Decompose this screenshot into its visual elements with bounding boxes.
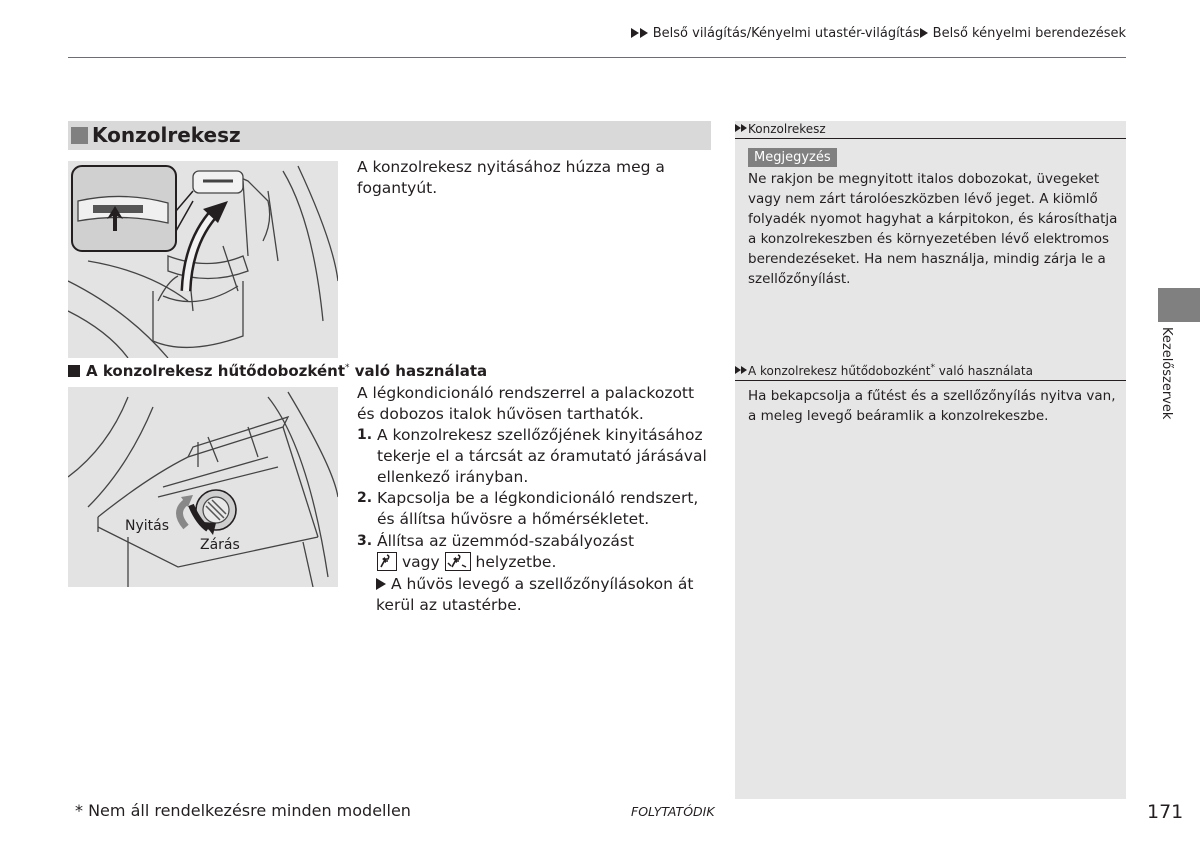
note-1-heading bbox=[735, 122, 1126, 139]
step-text bbox=[377, 531, 711, 573]
note-1-text: Ne rakjon be megnyitott italos dobozokat, üvegeket vagy nem zárt tárolóeszközben lévő jeget. A kiömlő folyadék nyomot hagyhat a kárpitokon, és károsíthatja a konzolrekeszben és környezetében lévő elektromos berendezéseket. Ha nem használja, mindig zárja le a szellőzőnyílást. bbox=[748, 171, 1118, 287]
floor-vent-mode-icon bbox=[445, 552, 471, 571]
breadcrumb-part-2[interactable]: Belső kényelmi berendezések bbox=[932, 26, 1126, 41]
close-label: Zárás bbox=[200, 537, 240, 553]
sub-heading bbox=[68, 362, 487, 380]
note-1-title: Konzolrekesz bbox=[748, 122, 826, 136]
note-2-title: A konzolrekesz hűtődobozként bbox=[748, 364, 931, 378]
result-text-content: A hűvös levegő a szellőzőnyílásokon át kerül az utastérbe. bbox=[376, 575, 694, 614]
note-2-title-tail: való használata bbox=[934, 364, 1033, 378]
step-text: Kapcsolja be a légkondicionáló rendszert, és állítsa hűvösre a hőmérsékletet. bbox=[377, 489, 699, 528]
step-3-end: helyzetbe. bbox=[475, 553, 557, 571]
console-drawing bbox=[68, 161, 338, 358]
cooler-vent-illustration bbox=[68, 387, 338, 587]
section-header bbox=[68, 121, 711, 150]
breadcrumb bbox=[400, 26, 1126, 41]
sub-heading-text: A konzolrekesz hűtődobozként bbox=[86, 362, 346, 380]
step-1 bbox=[357, 425, 711, 488]
result-arrow-icon bbox=[376, 578, 386, 590]
breadcrumb-arrow-icon bbox=[631, 28, 639, 38]
open-label: Nyitás bbox=[125, 518, 170, 534]
continued-label: FOLYTATÓDIK bbox=[631, 804, 715, 819]
vent-dial-drawing bbox=[68, 387, 338, 587]
breadcrumb-arrow-icon bbox=[640, 28, 648, 38]
sub-intro-text: A légkondicionáló rendszerrel a palackozott és dobozos italok hűvösen tarthatók. bbox=[357, 384, 695, 423]
step-number: 1. bbox=[357, 427, 373, 443]
sub-heading-tail: való használata bbox=[349, 362, 488, 380]
step-3-text: Állítsa az üzemmód-szabályozást bbox=[377, 532, 635, 550]
step-number: 2. bbox=[357, 490, 373, 506]
sub-heading-square-icon bbox=[68, 365, 80, 377]
console-open-illustration bbox=[68, 161, 338, 358]
step-number: 3. bbox=[357, 533, 373, 549]
note-2-text: Ha bekapcsolja a fűtést és a szellőzőnyílás nyitva van, a meleg levegő beáramlik a konzolrekeszbe. bbox=[748, 388, 1116, 424]
section-square-icon bbox=[71, 127, 88, 144]
chapter-tab[interactable] bbox=[1158, 288, 1200, 322]
step-3-vagy: vagy bbox=[401, 553, 440, 571]
result-text bbox=[376, 574, 716, 616]
chapter-tab-label: Kezelőszervek bbox=[1159, 327, 1174, 420]
breadcrumb-arrow-icon bbox=[920, 28, 928, 38]
note-2-star: * bbox=[930, 363, 935, 373]
step-2 bbox=[357, 488, 711, 530]
section-title: Konzolrekesz bbox=[92, 123, 241, 147]
footnote: * Nem áll rendelkezésre minden modellen bbox=[75, 801, 411, 820]
double-arrow-icon bbox=[735, 124, 747, 133]
header-rule bbox=[68, 57, 1126, 58]
step-3 bbox=[357, 531, 711, 573]
note-2-heading bbox=[735, 363, 1126, 381]
step-text: A konzolrekesz szellőzőjének kinyitásához tekerje el a tárcsát az óramutató járásával ellenkező irányban. bbox=[377, 426, 707, 486]
page-number: 171 bbox=[1147, 801, 1184, 823]
sub-heading-star: * bbox=[345, 363, 350, 373]
note-badge: Megjegyzés bbox=[748, 148, 837, 167]
vent-mode-icon bbox=[377, 552, 397, 571]
intro-text: A konzolrekesz nyitásához húzza meg a fogantyút. bbox=[357, 158, 665, 197]
double-arrow-icon bbox=[735, 366, 747, 375]
breadcrumb-part-1[interactable]: Belső világítás/Kényelmi utastér-világítás bbox=[652, 26, 920, 41]
